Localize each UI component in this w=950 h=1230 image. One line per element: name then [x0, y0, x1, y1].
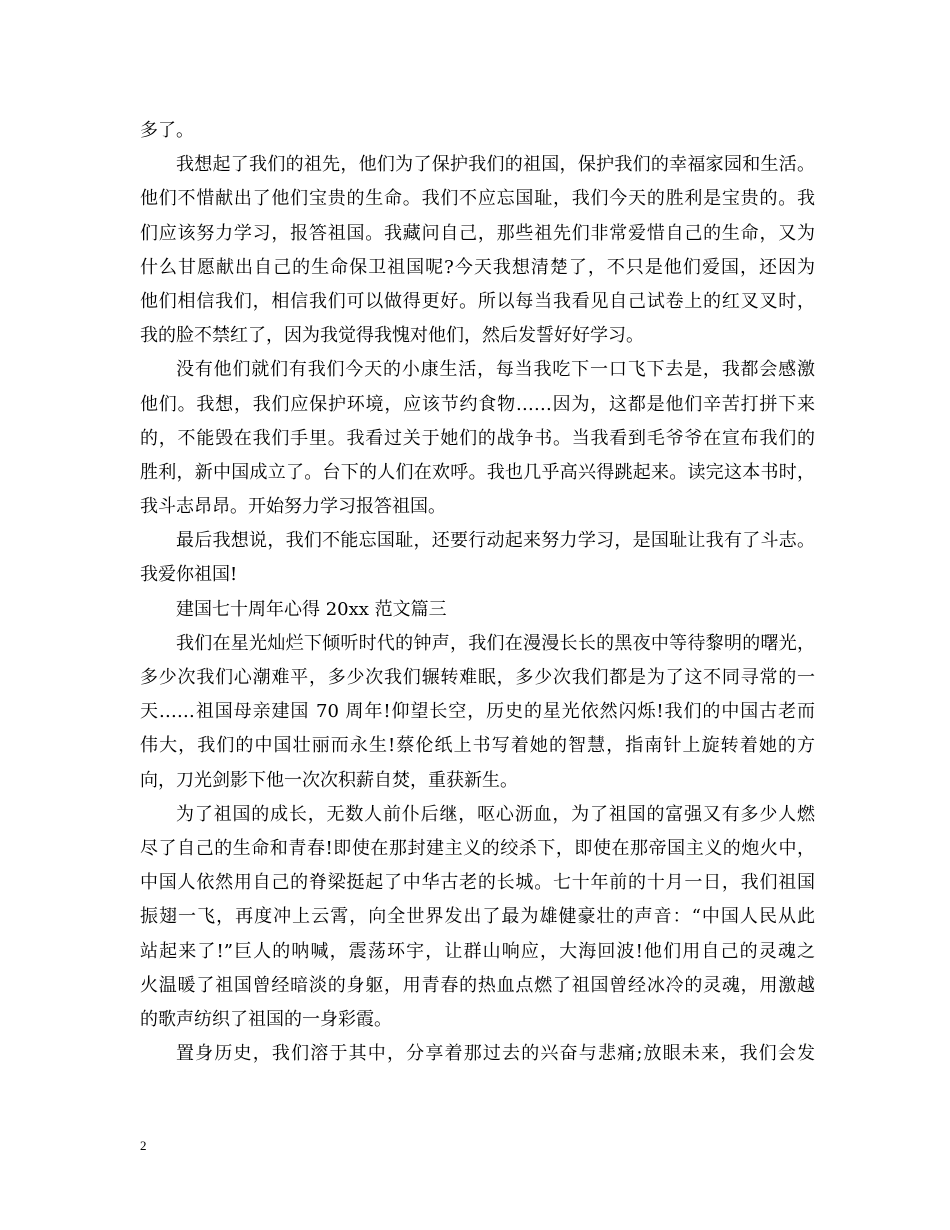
text-line: 向，刀光剑影下他一次次积薪自焚，重获新生。 — [140, 769, 518, 791]
text-line: 置身历史，我们溶于其中，分享着那过去的兴奋与悲痛;放眼未来，我们会发 — [176, 1043, 815, 1065]
text-line: 尽了自己的生命和青春!即使在那封建主义的绞杀下，即使在那帝国主义的炮火中， — [140, 837, 815, 859]
text-line: 的歌声纺织了祖国的一身彩霞。 — [140, 1008, 392, 1030]
text-line: 多了。 — [140, 120, 194, 141]
text-line: 天……祖国母亲建国 70 周年!仰望长空，历史的星光依然闪烁!我们的中国古老而 — [140, 701, 815, 723]
page-number: 2 — [140, 1138, 147, 1153]
text-line: 振翅一飞，再度冲上云霄，向全世界发出了最为雄健豪壮的声音：“中国人民从此 — [140, 906, 815, 928]
body-text — [140, 114, 815, 1071]
text-line: 多少次我们心潮难平，多少次我们辗转难眠，多少次我们都是为了这不同寻常的一 — [140, 667, 815, 688]
text-line: 我们在星光灿烂下倾听时代的钟声，我们在漫漫长长的黑夜中等待黎明的曙光， — [176, 632, 815, 654]
text-line: 们应该努力学习，报答祖国。我藏问自己，那些祖先们非常爱惜自己的生命，又为 — [140, 222, 815, 244]
text-line: 胜利，新中国成立了。台下的人们在欢呼。我也几乎高兴得跳起来。读完这本书时， — [140, 461, 815, 483]
text-line: 伟大，我们的中国壮丽而永生!蔡伦纸上书写着她的智慧，指南针上旋转着她的方 — [140, 735, 815, 757]
text-line: 我斗志昂昂。开始努力学习报答祖国。 — [140, 496, 446, 518]
text-line: 他们。我想，我们应保护环境，应该节约食物……因为，这都是他们辛苦打拼下来 — [140, 393, 815, 415]
text-line: 他们不惜献出了他们宝贵的生命。我们不应忘国耻，我们今天的胜利是宝贵的。我 — [140, 188, 815, 210]
text-line: 我的脸不禁红了，因为我觉得我愧对他们，然后发誓好好学习。 — [140, 325, 644, 347]
text-line: 他们相信我们，相信我们可以做得更好。所以每当我看见自己试卷上的红叉叉时， — [140, 290, 815, 312]
text-line: 火温暖了祖国曾经暗淡的身躯，用青春的热血点燃了祖国曾经冰冷的灵魂，用激越 — [140, 974, 815, 996]
text-line: 没有他们就们有我们今天的小康生活，每当我吃下一口飞下去是，我都会感激 — [176, 359, 815, 381]
text-line: 为了祖国的成长，无数人前仆后继，呕心沥血，为了祖国的富强又有多少人燃 — [176, 803, 815, 825]
text-line: 建国七十周年心得 20xx 范文篇三 — [176, 598, 447, 620]
text-line: 的，不能毁在我们手里。我看过关于她们的战争书。当我看到毛爷爷在宣布我们的 — [140, 427, 815, 449]
text-line: 站起来了!”巨人的呐喊，震荡环宇，让群山响应，大海回波!他们用自己的灵魂之 — [140, 940, 815, 962]
text-line: 中国人依然用自己的脊梁挺起了中华古老的长城。七十年前的十月一日，我们祖国 — [140, 872, 815, 894]
text-line: 我想起了我们的祖先，他们为了保护我们的祖国，保护我们的幸福家园和生活。 — [176, 154, 815, 176]
text-line: 什么甘愿献出自己的生命保卫祖国呢?今天我想清楚了，不只是他们爱国，还因为 — [140, 256, 815, 278]
text-line: 我爱你祖国! — [140, 564, 238, 586]
text-line: 最后我想说，我们不能忘国耻，还要行动起来努力学习，是国耻让我有了斗志。 — [176, 530, 815, 552]
